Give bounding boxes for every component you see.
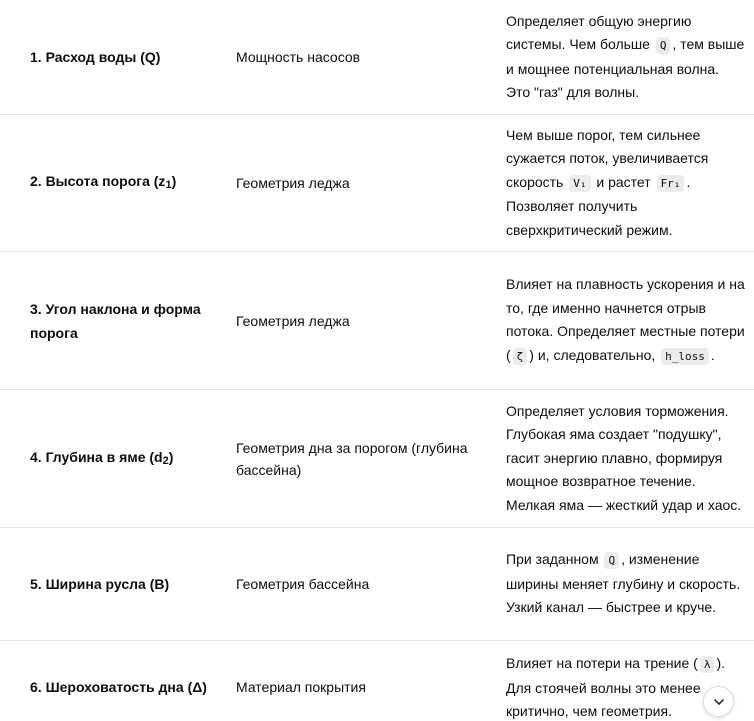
inline-code: ζ bbox=[513, 348, 528, 365]
table-row bbox=[0, 0, 754, 115]
control-cell: Геометрия бассейна bbox=[236, 576, 370, 592]
effect-cell bbox=[506, 0, 746, 116]
effect-text: ). Для стоячей волны это менее критично, чем геометрия. bbox=[506, 655, 726, 719]
inline-code: Q bbox=[604, 552, 619, 569]
table-row bbox=[0, 252, 754, 390]
param-cell: 2. Высота порога (z1) bbox=[30, 173, 177, 191]
table-row bbox=[0, 641, 754, 721]
effect-text: , изменение ширины меняет глубину и скорость. Узкий канал — быстрее и круче. bbox=[506, 551, 741, 616]
effect-text: Влияет на потери на трение ( bbox=[506, 655, 698, 671]
inline-code: Q bbox=[656, 37, 671, 54]
param-cell: 5. Ширина русла (B) bbox=[30, 576, 170, 592]
effect-text: Определяет условия торможения. Глубокая яма создает "подушку", гасит энергию плавно, формируя мощное возвратное течение. Мелкая яма — жесткий удар и хаос. bbox=[506, 402, 742, 513]
control-cell: Геометрия дна за порогом (глубина бассейна) bbox=[236, 439, 468, 478]
inline-code: Fr₁ bbox=[657, 175, 685, 192]
param-cell: 3. Угол наклона и форма порога bbox=[30, 300, 201, 341]
effect-cell bbox=[506, 262, 746, 379]
effect-text: Определяет общую энергию системы. Чем больше bbox=[506, 12, 692, 52]
effect-text: При заданном bbox=[506, 551, 603, 568]
effect-text: , тем выше и мощнее потенциальная волна. Это "газ" для волны. bbox=[506, 36, 745, 100]
scroll-down-button[interactable] bbox=[703, 686, 734, 717]
effect-cell bbox=[506, 537, 746, 631]
param-cell: 1. Расход воды (Q) bbox=[30, 49, 161, 65]
effect-text: Чем выше порог, тем сильнее сужается поток, увеличивается скорость bbox=[506, 126, 709, 190]
control-cell: Геометрия леджа bbox=[236, 175, 350, 191]
control-cell: Мощность насосов bbox=[236, 49, 361, 65]
param-cell: 4. Глубина в яме (d2) bbox=[30, 448, 174, 467]
inline-code: λ bbox=[700, 656, 715, 673]
effect-text: . bbox=[710, 346, 715, 363]
effect-text: Влияет на плавность ускорения и на то, где именно начнется отрыв потока. Определяет местные потери ( bbox=[506, 276, 745, 363]
param-cell: 6. Шероховатость дна (Δ) bbox=[30, 679, 207, 695]
table-row bbox=[0, 528, 754, 641]
table-row bbox=[0, 115, 754, 252]
control-cell: Геометрия леджа bbox=[236, 312, 350, 329]
chevron-down-icon bbox=[713, 696, 725, 708]
effect-text: ) и, следовательно, bbox=[529, 346, 660, 363]
effect-text: и растет bbox=[592, 173, 655, 190]
control-cell: Материал покрытия bbox=[236, 679, 366, 695]
inline-code: V₁ bbox=[569, 175, 590, 192]
effect-text: . Позволяет получить сверхкритический режим. bbox=[506, 173, 691, 238]
inline-code: h_loss bbox=[661, 348, 709, 365]
effect-cell bbox=[506, 113, 746, 254]
effect-cell bbox=[506, 389, 746, 529]
table-row bbox=[0, 390, 754, 528]
